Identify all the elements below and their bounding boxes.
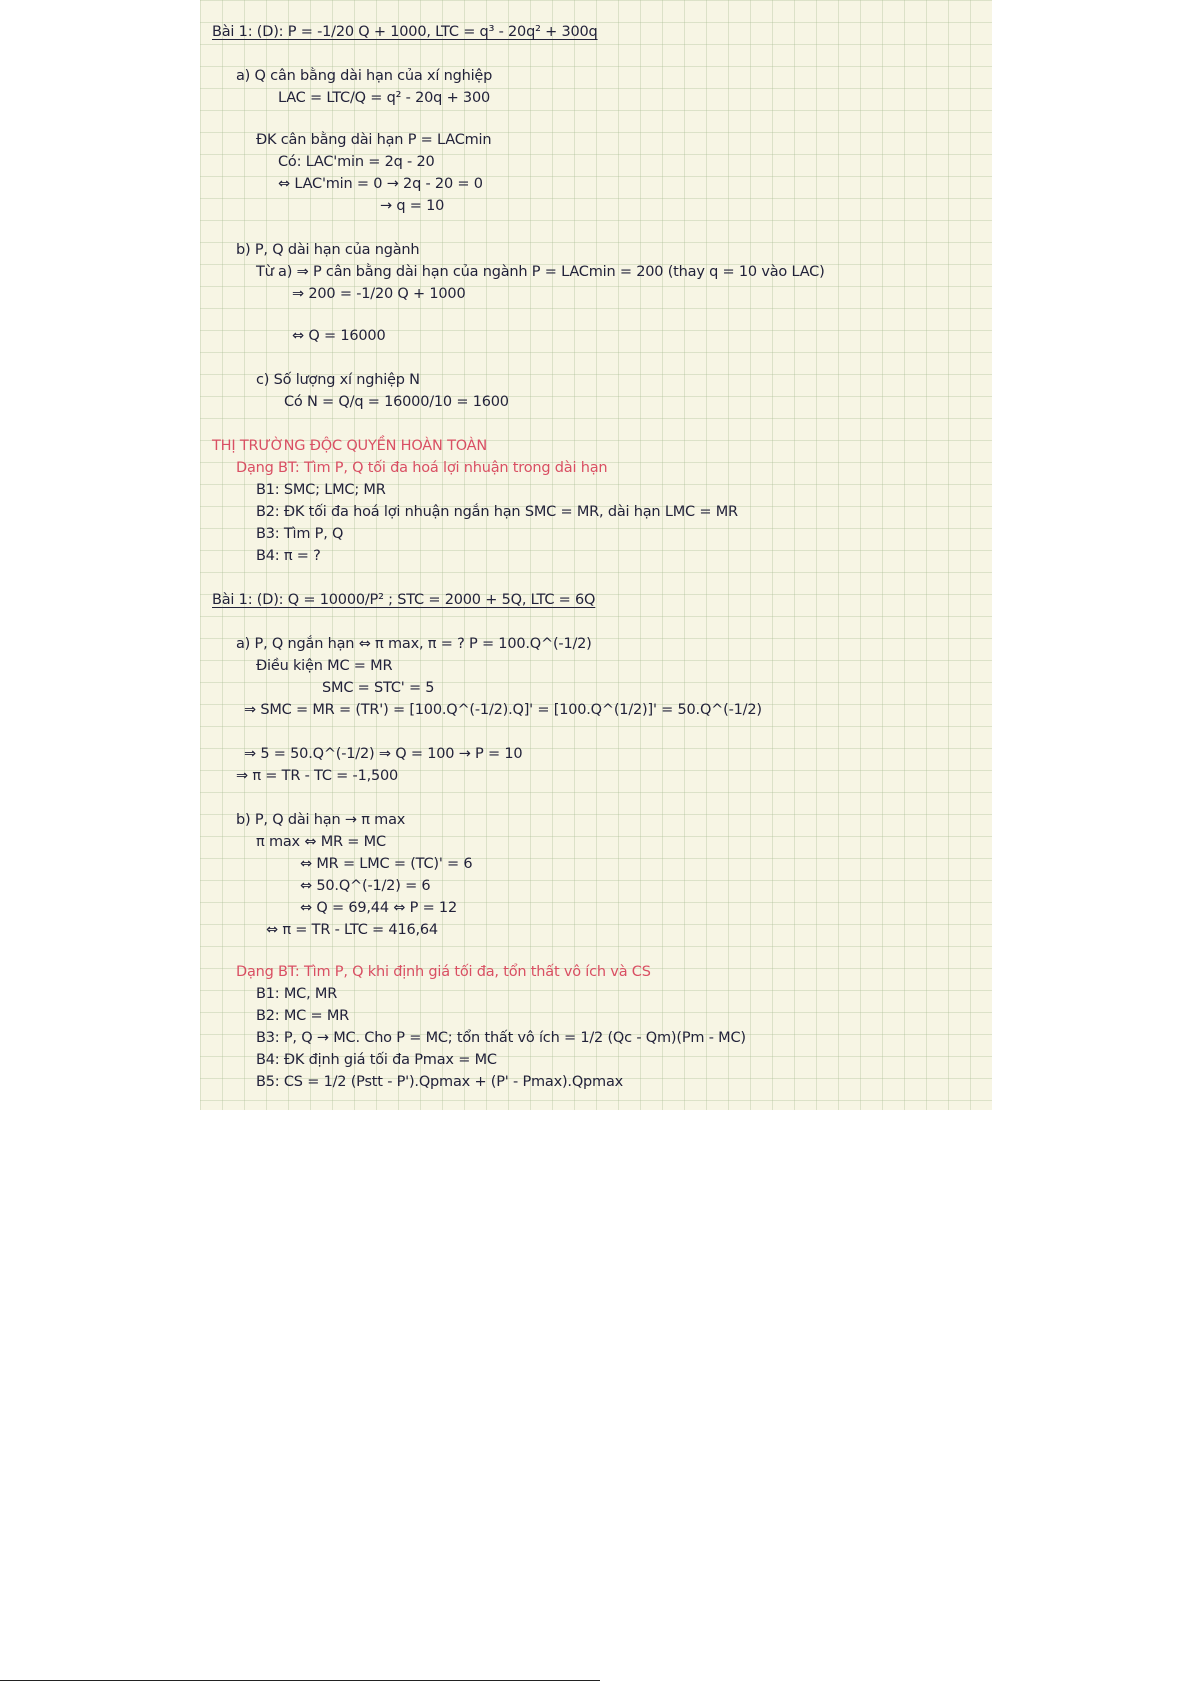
note-line: ⇔ 50.Q^(-1/2) = 6 xyxy=(300,878,431,894)
note-line: b) P, Q dài hạn của ngành xyxy=(236,242,420,258)
note-line: → q = 10 xyxy=(380,198,445,214)
note-line: ⇔ LAC'min = 0 → 2q - 20 = 0 xyxy=(278,176,483,192)
note-line: ⇔ MR = LMC = (TC)' = 6 xyxy=(300,856,473,872)
footer-rule xyxy=(0,1680,600,1681)
note-line: a) Q cân bằng dài hạn của xí nghiệp xyxy=(236,68,493,84)
note-line: ⇒ 200 = -1/20 Q + 1000 xyxy=(292,286,466,302)
note-line: b) P, Q dài hạn → π max xyxy=(236,812,406,828)
note-line: ⇔ π = TR - LTC = 416,64 xyxy=(266,922,438,938)
step-line: B2: MC = MR xyxy=(256,1008,350,1024)
exercise-type-heading: Dạng BT: Tìm P, Q khi định giá tối đa, tổn thất vô ích và CS xyxy=(236,964,651,980)
step-line: B5: CS = 1/2 (Pstt - P').Qpmax + (P' - Pmax).Qpmax xyxy=(256,1074,624,1090)
notebook-page xyxy=(200,0,992,1110)
step-line: B4: ĐK định giá tối đa Pmax = MC xyxy=(256,1052,497,1068)
note-line: LAC = LTC/Q = q² - 20q + 300 xyxy=(278,90,491,106)
note-line: SMC = STC' = 5 xyxy=(322,680,435,696)
exercise-type-heading: Dạng BT: Tìm P, Q tối đa hoá lợi nhuận trong dài hạn xyxy=(236,460,608,476)
note-line: Điều kiện MC = MR xyxy=(256,658,393,674)
note-line: Có: LAC'min = 2q - 20 xyxy=(278,154,435,170)
note-line: ⇒ SMC = MR = (TR') = [100.Q^(-1/2).Q]' = [100.Q^(1/2)]' = 50.Q^(-1/2) xyxy=(244,702,762,718)
note-line: ⇔ Q = 69,44 ⇔ P = 12 xyxy=(300,900,457,916)
exercise-1b-title: Bài 1: (D): Q = 10000/P² ; STC = 2000 + 5Q, LTC = 6Q xyxy=(212,592,596,608)
note-line: Có N = Q/q = 16000/10 = 1600 xyxy=(284,394,509,410)
note-line: ⇒ π = TR - TC = -1,500 xyxy=(236,768,399,784)
note-line: Từ a) ⇒ P cân bằng dài hạn của ngành P = LACmin = 200 (thay q = 10 vào LAC) xyxy=(256,264,825,280)
section-heading: THỊ TRƯỜNG ĐỘC QUYỀN HOÀN TOÀN xyxy=(212,438,488,454)
step-line: B2: ĐK tối đa hoá lợi nhuận ngắn hạn SMC = MR, dài hạn LMC = MR xyxy=(256,504,738,520)
note-line: c) Số lượng xí nghiệp N xyxy=(256,372,420,388)
step-line: B3: Tìm P, Q xyxy=(256,526,344,542)
note-line: a) P, Q ngắn hạn ⇔ π max, π = ? P = 100.Q^(-1/2) xyxy=(236,636,592,652)
note-line: ⇔ Q = 16000 xyxy=(292,328,386,344)
step-line: B3: P, Q → MC. Cho P = MC; tổn thất vô ích = 1/2 (Qc - Qm)(Pm - MC) xyxy=(256,1030,746,1046)
step-line: B4: π = ? xyxy=(256,548,321,564)
note-line: ⇒ 5 = 50.Q^(-1/2) ⇒ Q = 100 → P = 10 xyxy=(244,746,523,762)
note-line: ĐK cân bằng dài hạn P = LACmin xyxy=(256,132,492,148)
step-line: B1: MC, MR xyxy=(256,986,338,1002)
note-line: π max ⇔ MR = MC xyxy=(256,834,386,850)
exercise-1-title: Bài 1: (D): P = -1/20 Q + 1000, LTC = q³ - 20q² + 300q xyxy=(212,24,598,40)
step-line: B1: SMC; LMC; MR xyxy=(256,482,386,498)
